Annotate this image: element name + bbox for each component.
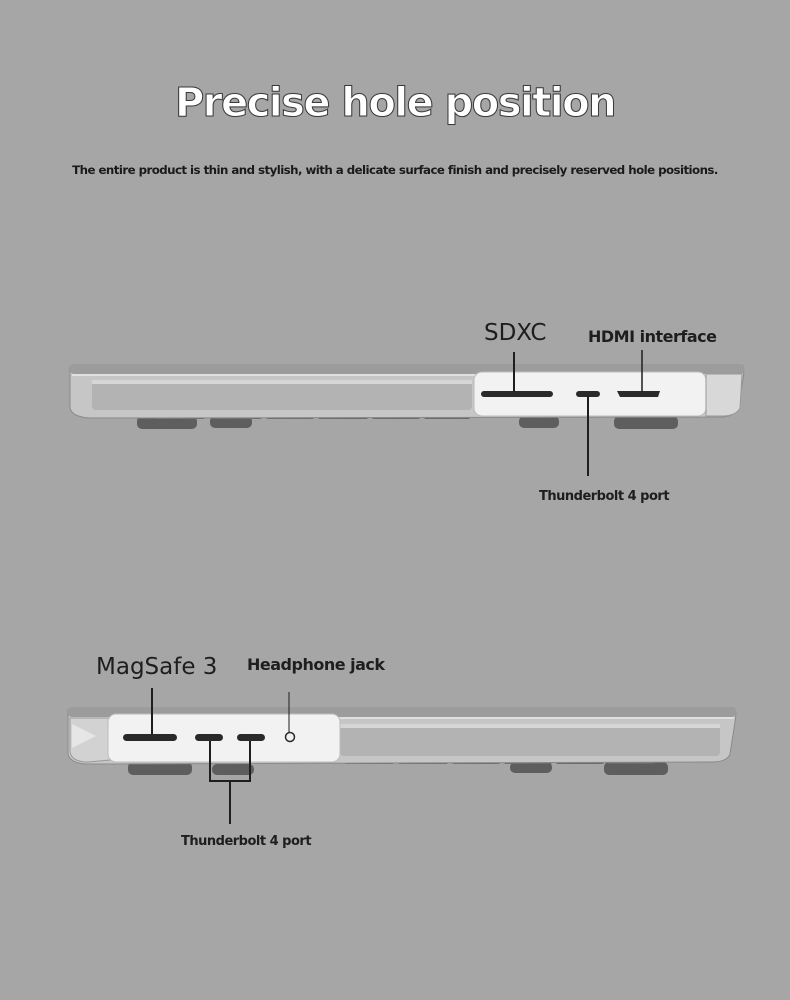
sdxc-slot	[481, 391, 553, 397]
headphone-jack	[286, 733, 295, 742]
magsafe-port	[123, 734, 177, 741]
sdxc-label: SDXC	[484, 320, 547, 346]
thunderbolt-port	[237, 734, 265, 741]
thunderbolt-port	[195, 734, 223, 741]
laptop-left-side-view	[0, 690, 790, 850]
thunderbolt-label-left: Thunderbolt 4 port	[181, 834, 312, 849]
hdmi-port	[617, 391, 660, 397]
headphone-label: Headphone jack	[247, 655, 385, 674]
laptop-right-side-view	[0, 350, 790, 480]
thunderbolt-label-right: Thunderbolt 4 port	[539, 489, 670, 504]
hdmi-label: HDMI interface	[588, 327, 717, 346]
page-subtitle: The entire product is thin and stylish, with a delicate surface finish and precisely reserved hole positions.	[72, 163, 718, 177]
magsafe-label: MagSafe 3	[96, 654, 218, 680]
page-title: Precise hole position	[174, 80, 616, 126]
